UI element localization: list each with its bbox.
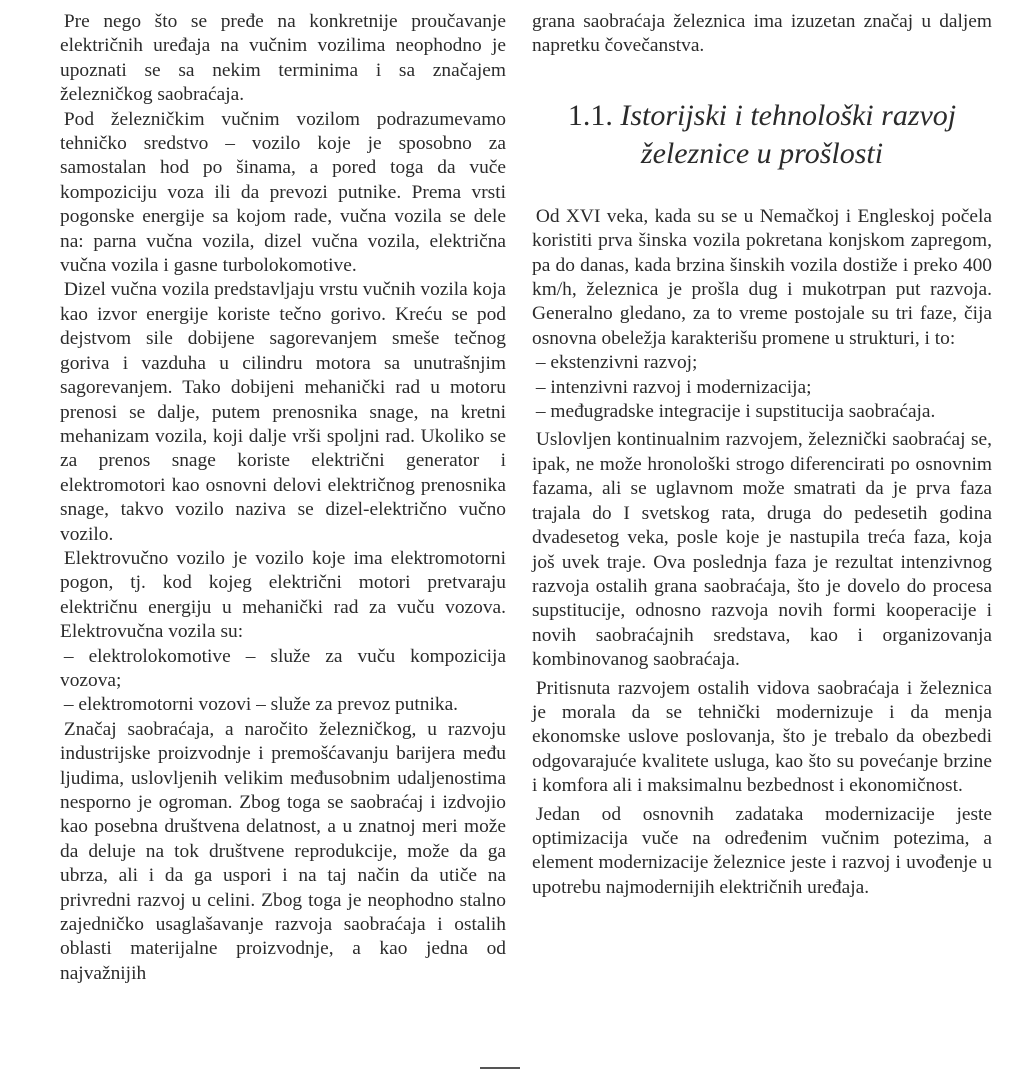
paragraph-vucno-vozilo: Pod železničkim vučnim vozilom podrazumevamo tehničko sredstvo – vozilo koje je sposobno za samostalan hod po šinama, a pored toga da vuče kompoziciju voza ili da prevozi putnike. Prema vrsti pogonske energije sa kojom rade, vučna vozila se dele na: parna vučna vozila, dizel vučna vozila, električna vučna vozila i gasne turbolokomotive. xyxy=(60,108,506,277)
section-heading xyxy=(532,97,992,173)
paragraph-znacaj: Značaj saobraćaja, a naročito železničkog, u razvoju industrijske proizvodnje i premošćavanju barijera među ljudima, uslovljenih velikim međusobnim udaljenostima nesporno je ogroman. Zbog toga se saobraćaj i izdvojio kao posebna društvena delatnost, a u znatnoj meri može da deluje na tok društvene reprodukcije, može da ga ubrza, ali i da ga uspori i na taj način da utiče na privredni razvoj u celini. Zbog toga je neophodno stalno zajedničko usaglašavanje razvoja saobraćaja i ostalih oblasti materijalne proizvodnje, a kao jedna od najvažnijih xyxy=(60,718,506,984)
list-item-elektromotorni-vozovi: – elektromotorni vozovi – služe za prevoz putnika. xyxy=(63,694,459,716)
paragraph-history: Od XVI veka, kada su se u Nemačkoj i Engleskoj počela koristiti prva šinska vozila pokretana konjskom zapregom, pa do danas, kada brzina šinskih vozila dostiže i preko 400 km/h, železnica je prošla dug i mukotrpan put razvoja. Generalno gledano, za to vreme postojale su tri faze, čija osnovna obeležja karakterišu promene u strukturi, i to: xyxy=(532,205,992,349)
list-item-elektrolokomotive: – elektrolokomotive – služe za vuču kompozicija vozova; xyxy=(60,645,506,691)
paragraph-intro: Pre nego što se pređe na konkretnije proučavanje električnih uređaja na vučnim vozilima neophodno je upoznati se sa nekim terminima i sa značajem železničkog saobraćaja. xyxy=(60,11,506,106)
page-bottom-rule xyxy=(480,1067,520,1069)
right-column xyxy=(532,10,992,900)
section-title-line2: železnice u prošlosti xyxy=(640,136,884,170)
paragraph-continuation: grana saobraćaja železnica ima izuzetan značaj u daljem napretku čovečanstva. xyxy=(532,11,992,57)
paragraph-dizel: Dizel vučna vozila predstavljaju vrstu vučnih vozila koja kao izvor energije koriste tečno gorivo. Kreću se pod dejstvom sile dobijene sagorevanjem smeše tečnog goriva i vazduha u cilindru motora sa unutrašnjim sagorevanjem. Tako dobijeni mehanički rad u motoru prenosi se dalje, putem prenosnika snage, na kretni mehanizam vozila, koji dalje vrši spoljni rad. Ukoliko se za prenos snage koriste električni generator i elektromotori kao osnovni delovi električnog prenosnika snage, takvo vozilo naziva se dizel-električno vučno vozilo. xyxy=(60,279,506,545)
paragraph-zadaci: Jedan od osnovnih zadataka modernizacije jeste optimizacija vuče na određenim vučnim potezima, a element modernizacije železnice jeste i razvoj i uvođenje u upotrebu najmodernijih električnih uređaja. xyxy=(532,803,992,898)
left-column xyxy=(60,10,506,986)
section-heading-line1 xyxy=(532,97,992,135)
section-number: 1.1. xyxy=(567,98,613,132)
list-item-ekstenzivni: – ekstenzivni razvoj; xyxy=(535,352,698,374)
paragraph-elektrovucno: Elektrovučno vozilo je vozilo koje ima elektromotorni pogon, tj. kod kojeg električni motori pretvaraju električnu energiju u mehanički rad za vuču vozova. Elektrovučna vozila su: xyxy=(60,547,506,643)
section-title-line1: Istorijski i tehnološki razvoj xyxy=(620,98,957,132)
paragraph-modernizacija: Pritisnuta razvojem ostalih vidova saobraćaja i železnica je morala da se tehnički modernizuje i da menja ekonomske uslove poslovanja, što je trebalo da obezbedi odgovarajuće kvalitete usluga, kao što su povećanje brzine i komfora ali i maksimalnu bezbednost i ekonomičnost. xyxy=(532,677,992,797)
list-item-medjugradske: – međugradske integracije i supstitucija saobraćaja. xyxy=(535,401,936,423)
list-item-intenzivni: – intenzivni razvoj i modernizacija; xyxy=(535,376,812,398)
paragraph-faze: Uslovljen kontinualnim razvojem, železnički saobraćaj se, ipak, ne može hronološki strogo diferencirati po osnovnim fazama, ali se uglavnom može smatrati da je prva faza trajala do I svetskog rata, druga do pedesetih godina dvadesetog veka, posle koje je nastupila treća faza, koja još uvek traje. Ova poslednja faza je rezultat intenzivnog razvoja ostalih grana saobraćaja, što je dovelo do procesa supstitucije, odnosno razvoja novih formi kooperacije i novih saobraćajnih sredstava, kao i organizovanja kombinovanog saobraćaja. xyxy=(532,429,992,671)
